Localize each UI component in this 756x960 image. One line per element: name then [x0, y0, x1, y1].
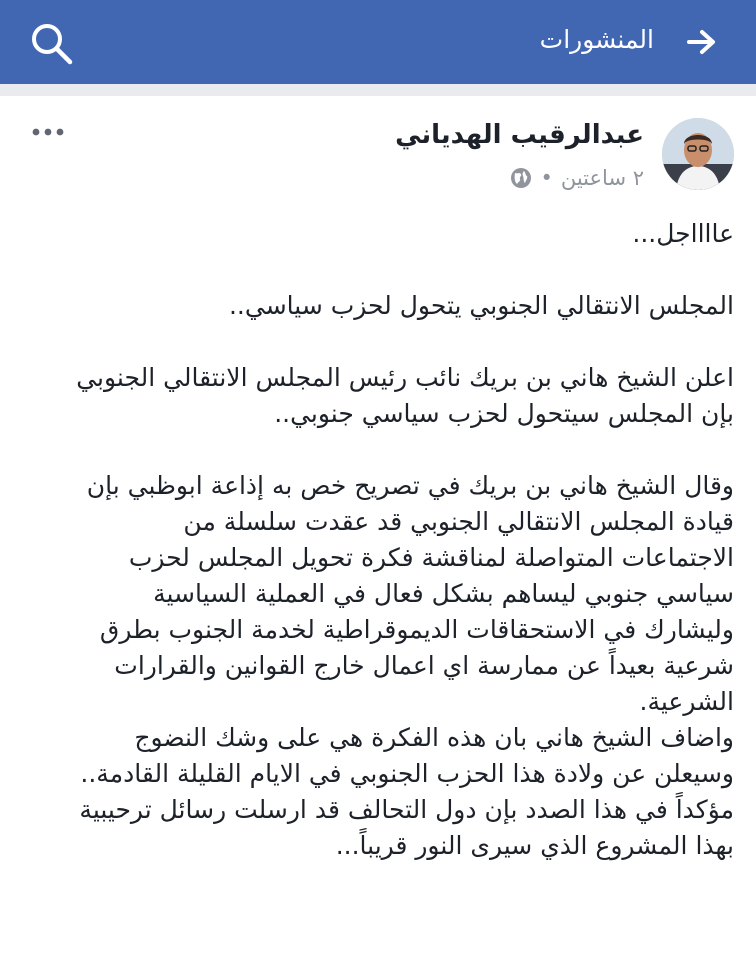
post-meta	[510, 166, 644, 190]
post-card	[0, 96, 756, 960]
post-line: مؤكداً في هذا الصدد بإن دول التحالف قد ارسلت رسائل ترحيبية	[79, 795, 734, 824]
post-line: المجلس الانتقالي الجنوبي يتحول لحزب سياسي..	[228, 291, 734, 320]
top-navigation-bar	[0, 0, 756, 84]
post-line: وقال الشيخ هاني بن بريك في تصريح خص به إذاعة ابوظبي بإن	[86, 471, 734, 500]
globe-icon	[510, 167, 532, 189]
post-line: شرعية بعيداً عن ممارسة اي اعمال خارج القوانين والقرارات	[114, 651, 734, 680]
post-line: الشرعية.	[639, 687, 734, 716]
post-line: بهذا المشروع الذي سيرى النور قريباً...	[335, 831, 734, 860]
back-button[interactable]	[682, 22, 722, 62]
search-button[interactable]	[26, 18, 76, 68]
arrow-right-icon	[687, 29, 717, 55]
post-line: سياسي جنوبي ليساهم بشكل فعال في العملية السياسية	[153, 579, 734, 608]
post-line: وليشارك في الاستحقاقات الديموقراطية لخدمة الجنوب بطرق	[99, 615, 734, 644]
meta-separator: •	[540, 166, 553, 190]
post-author-name[interactable]: عبدالرقيب الهدياني	[395, 120, 644, 150]
post-line: وسيعلن عن ولادة هذا الحزب الجنوبي في الايام القليلة القادمة..	[80, 759, 734, 788]
avatar[interactable]	[662, 118, 734, 190]
post-time[interactable]: ٢ ساعتين	[560, 166, 644, 190]
more-options-button[interactable]	[30, 122, 70, 142]
post-text	[14, 216, 734, 864]
profile-photo	[662, 118, 734, 190]
page-title: المنشورات	[539, 25, 654, 54]
post-line: بإن المجلس سيتحول لحزب سياسي جنوبي..	[274, 399, 734, 428]
more-icon	[30, 122, 70, 142]
search-icon	[29, 21, 73, 65]
post-line: قيادة المجلس الانتقالي الجنوبي قد عقدت سلسلة من	[183, 507, 734, 536]
post-line: اعلن الشيخ هاني بن بريك نائب رئيس المجلس الانتقالي الجنوبي	[76, 363, 734, 392]
post-line: عااااجل...	[632, 219, 734, 248]
post-line: الاجتماعات المتواصلة لمناقشة فكرة تحويل المجلس لحزب	[128, 543, 734, 572]
post-line: واضاف الشيخ هاني بان هذه الفكرة هي على وشك النضوج	[134, 723, 734, 752]
